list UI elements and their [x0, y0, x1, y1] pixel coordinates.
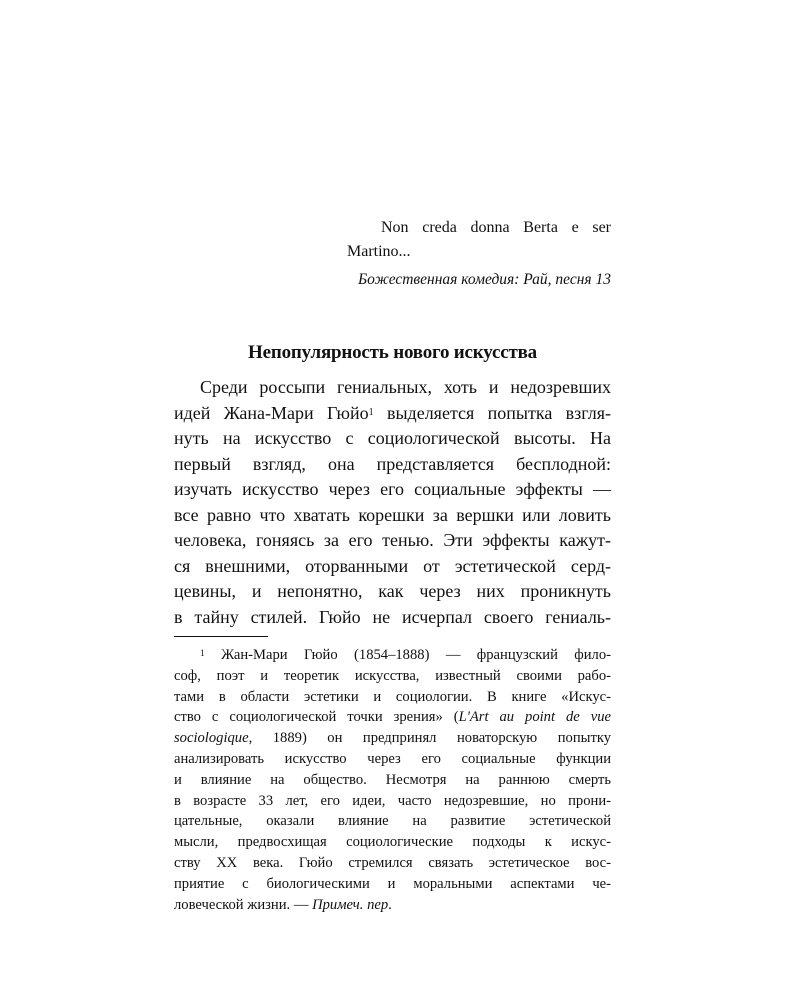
- footnote: [174, 645, 611, 915]
- footnote-line: ству XX века. Гюйо стремился связать эстетическое вос-: [174, 854, 611, 871]
- body-line: человека, гоняясь за его тенью. Эти эффекты кажут-: [174, 530, 611, 550]
- footnote-line: анализировать искусство через его социальные функции: [174, 750, 611, 767]
- chapter-title: Непопулярность нового искусства: [248, 342, 537, 363]
- footnote-line: приятие с биологическими и моральными аспектами че-: [174, 875, 611, 892]
- body-line: изучать искусство через его социальные эффекты —: [174, 479, 611, 499]
- footnote-line: $^1$ Жан-Мари Гюйо (1854–1888) — французский фило-: [200, 647, 611, 663]
- footnote-marker: 1: [200, 649, 205, 659]
- body-paragraph: [174, 375, 611, 656]
- epigraph-line-1: Non creda donna Berta e ser: [381, 219, 611, 236]
- epigraph: [347, 216, 611, 291]
- body-line: идей Жана-Мари Гюйо$^1$ выделяется попытка взгля-: [174, 402, 611, 423]
- epigraph-source: Божественная комедия: Рай, песня 13: [357, 271, 611, 288]
- body-line: нуть на искусство с социологической высоты. На: [174, 428, 611, 448]
- body-line: ся внешними, оторванными от эстетической серд-: [174, 555, 611, 576]
- footnote-line: в возрасте 33 лет, его идеи, часто недозревшие, но прони-: [174, 792, 611, 809]
- body-line: цевины, и непонятно, как через них проникнуть: [174, 581, 611, 601]
- body-line: в тайну стилей. Гюйо не исчерпал своего гениаль-: [174, 606, 611, 627]
- footnote-line: тами в области эстетики и социологии. В книге «Искус-: [174, 688, 611, 705]
- translator-note-italic: Примеч. пер: [312, 896, 389, 913]
- footnote-divider: [174, 636, 268, 637]
- footnote-line: цательные, оказали влияние на развитие эстетической: [174, 813, 611, 830]
- epigraph-line-2: Martino...: [347, 243, 411, 260]
- footnote-line: мысли, предвосхищая социологические подходы к искус-: [174, 834, 611, 851]
- body-line: Среди россыпи гениальных, хоть и недозревших: [200, 377, 611, 397]
- footnote-line: ловеческой жизни. — Примеч. пер.: [174, 896, 392, 913]
- footnote-reference[interactable]: 1: [368, 406, 374, 418]
- footnote-line: и влияние на общество. Несмотря на раннюю смерть: [174, 771, 611, 788]
- body-line: все равно что хватать корешки за вершки или ловить: [174, 504, 611, 525]
- footnote-line: sociologique, 1889) он предпринял новаторскую попытку: [174, 730, 611, 747]
- book-title-italic: L'Art au point de vue: [458, 709, 611, 726]
- body-line: первый взгляд, она представляется бесплодной:: [174, 453, 611, 474]
- footnote-line: соф, поэт и теоретик искусства, известный своими рабо-: [174, 667, 611, 684]
- book-title-italic: sociologique: [174, 730, 249, 747]
- epigraph-text: [347, 216, 611, 264]
- footnote-line: ство с социологической точки зрения» (L'Art au point de vue: [174, 709, 611, 726]
